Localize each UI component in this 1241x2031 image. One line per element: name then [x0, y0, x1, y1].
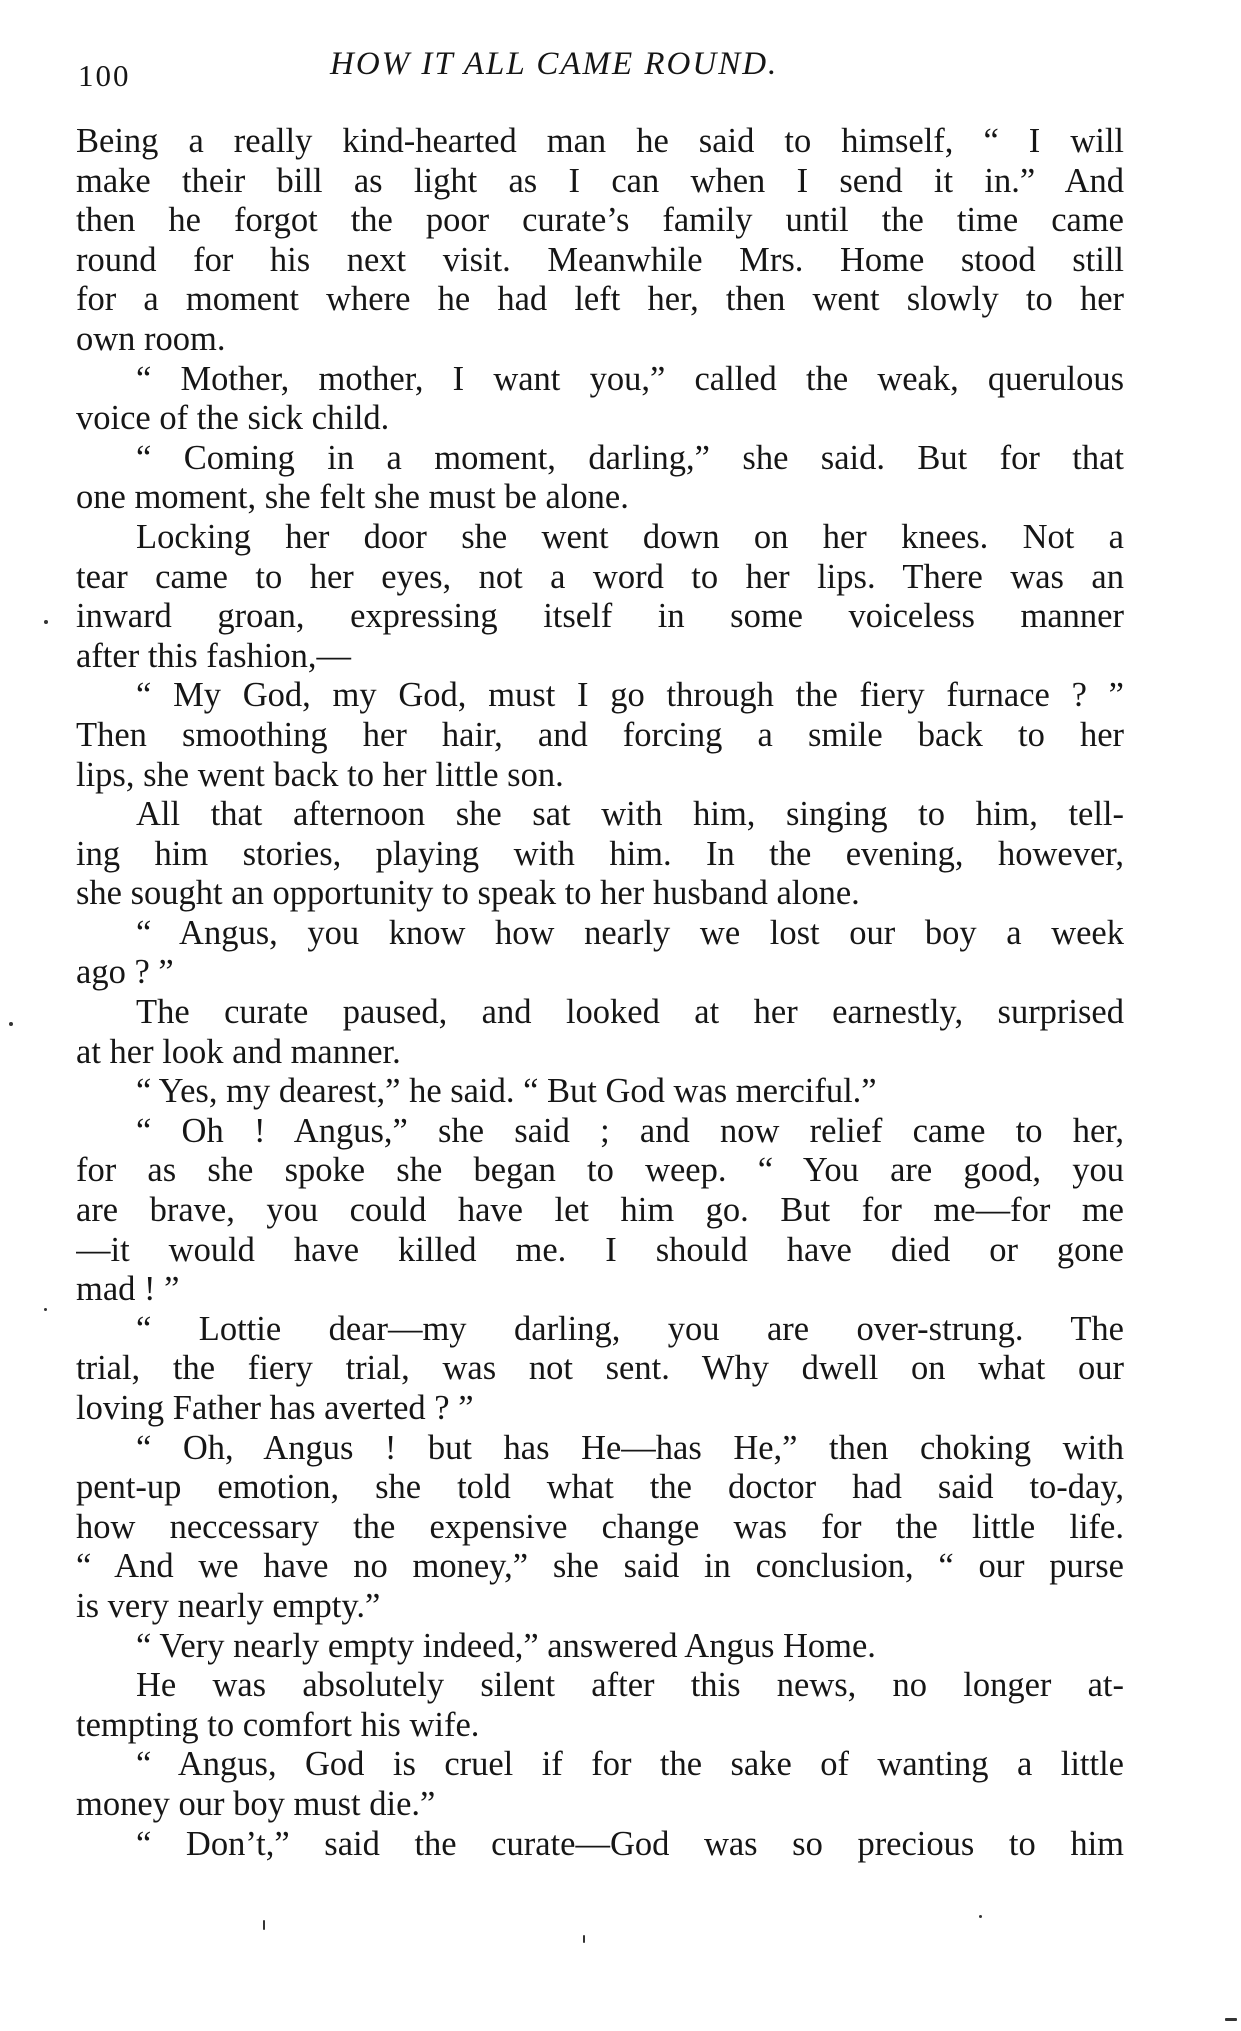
text-line: make their bill as light as I can when I send it in.” And [76, 161, 1124, 200]
text-line: “ Yes, my dearest,” he said. “ But God was merciful.” [136, 1072, 877, 1111]
text-line: “ Oh, Angus ! but has He—has He,” then choking with [136, 1428, 1124, 1467]
text-line: Then smoothing her hair, and forcing a smile back to her [76, 715, 1124, 754]
text-line: “ Don’t,” said the curate—God was so precious to him [136, 1824, 1124, 1863]
text-line: loving Father has averted ? ” [76, 1389, 474, 1427]
text-line: tempting to comfort his wife. [76, 1705, 480, 1744]
text-line: one moment, she felt she must be alone. [76, 478, 629, 517]
text-line: “ And we have no money,” she said in conclusion, “ our purse [76, 1547, 1124, 1586]
text-line: for as she spoke she began to weep. “ You are good, you [76, 1151, 1124, 1190]
text-line: “ My God, my God, must I go through the fiery furnace ? ” [136, 676, 1124, 715]
text-line: tear came to her eyes, not a word to her lips. There was an [76, 557, 1124, 596]
text-line: then he forgot the poor curate’s family until the time came [76, 201, 1124, 240]
body-text [76, 122, 1124, 1864]
scan-speck [1225, 2018, 1237, 2021]
text-line: round for his next visit. Meanwhile Mrs. Home stood still [76, 240, 1124, 279]
text-line: lips, she went back to her little son. [76, 755, 564, 794]
text-line: “ Angus, God is cruel if for the sake of wanting a little [136, 1745, 1124, 1784]
text-line: after this fashion,— [76, 636, 351, 675]
scan-speck [583, 1935, 585, 1943]
text-line: is very nearly empty.” [76, 1586, 381, 1625]
scan-speck [979, 1915, 982, 1918]
text-line: pent-up emotion, she told what the doctor had said to-day, [76, 1468, 1124, 1507]
text-line: “ Oh ! Angus,” she said ; and now relief came to her, [136, 1111, 1124, 1150]
text-line: “ Lottie dear—my darling, you are over-strung. The [136, 1309, 1124, 1348]
text-line: He was absolutely silent after this news, no longer at- [136, 1666, 1124, 1705]
text-line: Locking her door she went down on her knees. Not a [136, 517, 1124, 556]
scan-speck [44, 1308, 47, 1311]
text-line: “ Mother, mother, I want you,” called the weak, querulous [136, 359, 1124, 398]
scan-speck [263, 1920, 265, 1930]
text-line: inward groan, expressing itself in some voiceless manner [76, 597, 1124, 636]
page-number: 100 [78, 58, 131, 93]
text-line: she sought an opportunity to speak to her husband alone. [76, 874, 860, 913]
text-line: voice of the sick child. [76, 399, 390, 438]
text-line: money our boy must die.” [76, 1784, 436, 1823]
text-line: trial, the fiery trial, was not sent. Why dwell on what our [76, 1349, 1124, 1388]
text-line: —it would have killed me. I should have died or gone [76, 1230, 1124, 1269]
text-line: All that afternoon she sat with him, singing to him, tell- [136, 795, 1124, 834]
text-line: “ Coming in a moment, darling,” she said. But for that [136, 438, 1124, 477]
text-line: for a moment where he had left her, then went slowly to her [76, 280, 1124, 319]
text-line: The curate paused, and looked at her earnestly, surprised [136, 993, 1124, 1032]
text-line: “ Very nearly empty indeed,” answered Angus Home. [136, 1626, 876, 1665]
scan-speck [44, 620, 48, 624]
text-line: mad ! ” [76, 1270, 180, 1309]
text-line: how neccessary the expensive change was for the little life. [76, 1507, 1124, 1546]
text-line: own room. [76, 319, 226, 358]
text-line: Being a really kind-hearted man he said to himself, “ I will [76, 122, 1124, 160]
text-line: ago ? ” [76, 953, 174, 992]
scan-speck [9, 1022, 13, 1026]
text-line: ing him stories, playing with him. In the evening, however, [76, 834, 1124, 873]
running-title: HOW IT ALL CAME ROUND. [330, 46, 779, 82]
text-line: “ Angus, you know how nearly we lost our boy a week [136, 913, 1124, 952]
text-line: are brave, you could have let him go. But for me—for me [76, 1191, 1124, 1230]
text-line: at her look and manner. [76, 1032, 401, 1071]
